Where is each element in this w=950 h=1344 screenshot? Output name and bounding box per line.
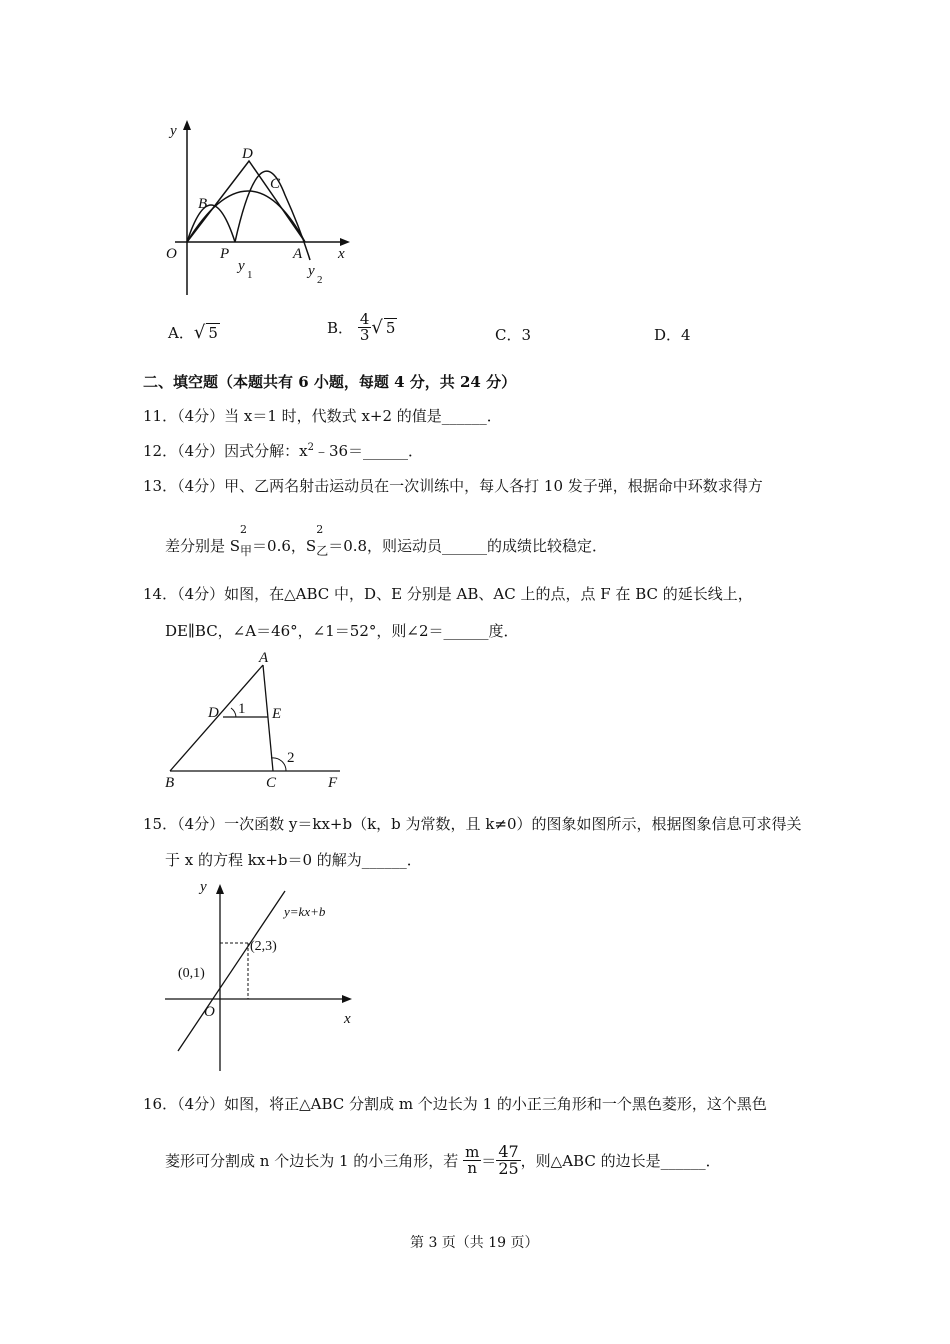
page-footer: 第 3 页（共 19 页） bbox=[410, 1235, 539, 1251]
q13-text-b: ＝0.6，S bbox=[252, 537, 317, 555]
option-c: C．3 bbox=[495, 326, 532, 344]
question-15-line2: 于 x 的方程 kx+b＝0 的解为______． bbox=[165, 851, 422, 869]
figure-q15 bbox=[160, 876, 370, 1076]
option-b-denominator: 3 bbox=[359, 326, 370, 344]
fig10-label-y1: y bbox=[238, 258, 245, 274]
question-12 bbox=[143, 440, 423, 461]
fig10-label-y2-sub: 2 bbox=[317, 274, 323, 286]
section-heading: 二、填空题（本题共有 6 小题，每题 4 分，共 24 分） bbox=[143, 373, 517, 391]
q16-frac-47: 47 bbox=[498, 1142, 519, 1161]
fig10-label-P: P bbox=[220, 246, 230, 262]
q16-text-a: 菱形可分割成 n 个边长为 1 的小三角形，若 bbox=[165, 1152, 459, 1170]
fig14-label-D: D bbox=[208, 705, 219, 721]
question-16-line2 bbox=[165, 1144, 721, 1177]
option-a-radicand: 5 bbox=[208, 324, 218, 342]
question-14-line2: DE∥BC，∠A＝46°，∠1＝52°，则∠2＝______度． bbox=[165, 622, 519, 640]
option-b-numerator: 4 bbox=[359, 310, 370, 328]
option-b: B． $\frac{4}{3}$ √ 5 bbox=[327, 310, 396, 344]
question-11: 11．（4分）当 x＝1 时，代数式 x+2 的值是______． bbox=[143, 407, 502, 425]
q16-frac-25: 25 bbox=[498, 1159, 519, 1178]
question-13-line1: 13．（4分）甲、乙两名射击运动员在一次训练中，每人各打 10 发子弹，根据命中环数求得方 bbox=[143, 477, 763, 495]
q16-frac-n: n bbox=[467, 1159, 478, 1177]
fig10-label-y1-sub: 1 bbox=[247, 269, 253, 281]
option-a-label: A． bbox=[168, 324, 194, 342]
fig15-label-O: O bbox=[204, 1004, 215, 1020]
fig15-function-label: y=kx+b bbox=[284, 904, 326, 919]
fig10-label-D: D bbox=[242, 146, 253, 162]
option-a: A．√ 5 bbox=[168, 322, 218, 343]
option-d: D．4 bbox=[654, 326, 691, 344]
fig14-label-F: F bbox=[328, 775, 338, 791]
q12-text: 12．（4分）因式分解：x bbox=[143, 442, 308, 460]
fig10-label-O: O bbox=[166, 246, 177, 262]
fig15-point-2-3: (2,3) bbox=[250, 939, 277, 954]
question-14-line1: 14．（4分）如图，在△ABC 中，D、E 分别是 AB、AC 上的点，点 F 在 BC 的延长线上， bbox=[143, 585, 753, 603]
fig10-label-B: B bbox=[198, 196, 208, 212]
figure-q14 bbox=[160, 648, 360, 793]
q13-sup1: 2 bbox=[240, 523, 248, 536]
option-b-radicand: 5 bbox=[385, 319, 396, 337]
question-16-line1: 16．（4分）如图，将正△ABC 分割成 m 个边长为 1 的小正三角形和一个黑色菱形，这个黑色 bbox=[143, 1095, 767, 1113]
q13-text-c: ＝0.8，则运动员______的成绩比较稳定． bbox=[328, 537, 608, 555]
q13-sub2: 乙 bbox=[316, 544, 329, 558]
fig10-label-C: C bbox=[270, 176, 281, 192]
fig15-point-0-1: (0,1) bbox=[178, 966, 205, 981]
fig14-label-E: E bbox=[272, 706, 282, 722]
fig15-label-y: y bbox=[200, 879, 207, 895]
q12-exponent: 2 bbox=[307, 442, 314, 453]
fig14-label-C: C bbox=[266, 775, 277, 791]
q16-text-b: ，则△ABC 的边长是______． bbox=[520, 1152, 721, 1170]
q16-frac-m: m bbox=[465, 1143, 480, 1161]
question-13-line2 bbox=[165, 523, 608, 558]
fig14-label-A: A bbox=[259, 650, 269, 666]
q13-sup2: 2 bbox=[316, 523, 324, 536]
q13-sub1: 甲 bbox=[240, 544, 253, 558]
fig10-label-x: x bbox=[338, 246, 345, 262]
fig10-label-y2: y bbox=[308, 263, 315, 279]
fig10-label-A: A bbox=[293, 246, 303, 262]
fig10-label-y: y bbox=[170, 123, 177, 139]
question-15-line1: 15．（4分）一次函数 y＝kx+b（k，b 为常数，且 k≠0）的图象如图所示，根据图象信息可求得关 bbox=[143, 815, 802, 833]
q12-text-end: ﹣36＝______． bbox=[313, 442, 424, 460]
fig14-label-B: B bbox=[165, 775, 175, 791]
fig14-angle-2: 2 bbox=[287, 750, 295, 766]
q13-text-a: 差分别是 S bbox=[165, 537, 241, 555]
option-b-label: B． bbox=[327, 319, 354, 337]
q16-equals: ＝ bbox=[481, 1152, 497, 1170]
figure-q10 bbox=[150, 110, 370, 305]
fig14-angle-1: 1 bbox=[238, 701, 246, 717]
fig15-label-x: x bbox=[344, 1011, 351, 1027]
